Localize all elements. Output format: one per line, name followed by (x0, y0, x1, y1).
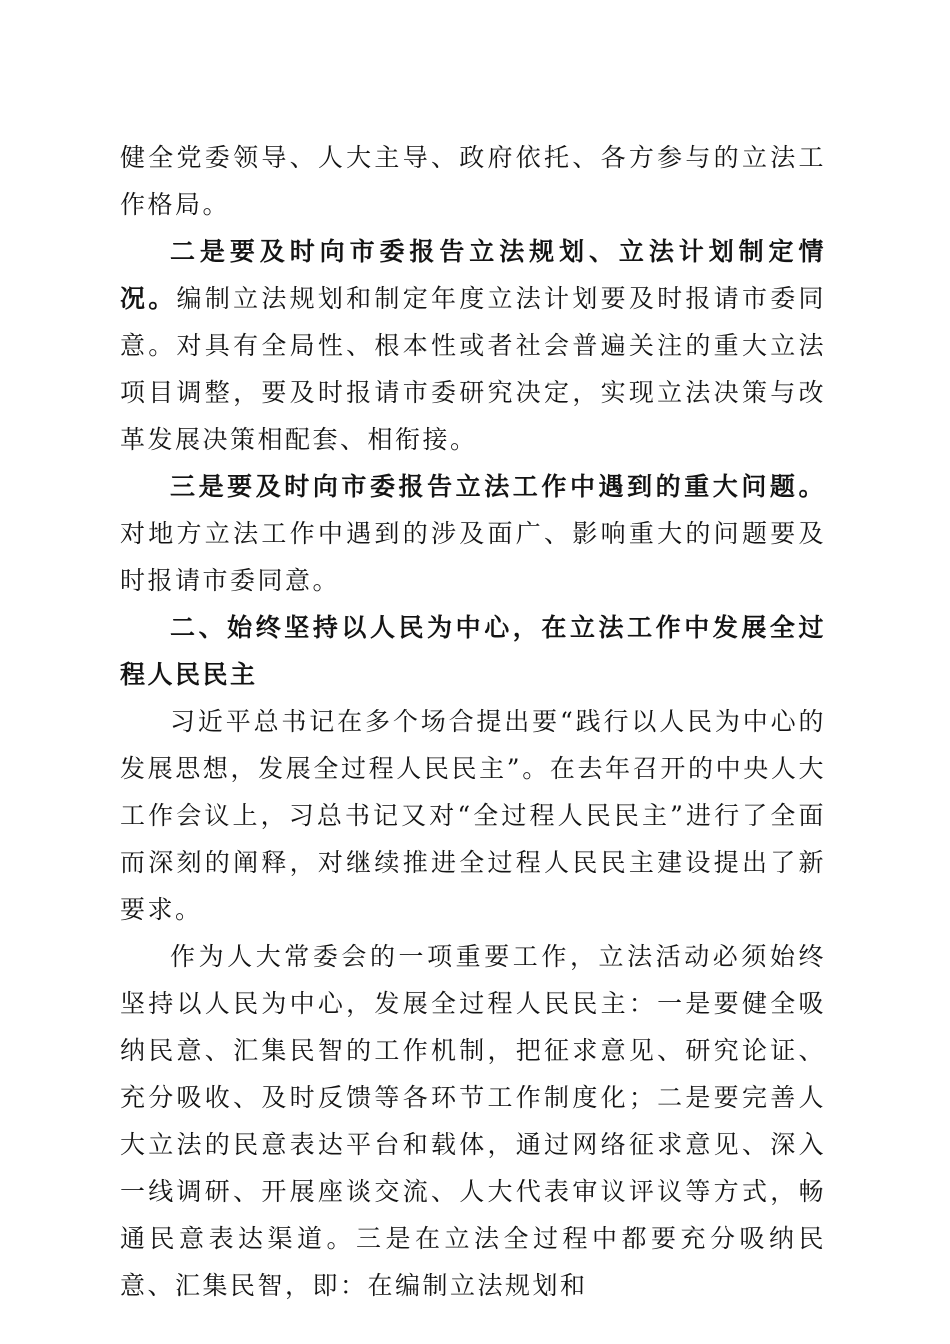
section-heading: 二、始终坚持以人民为中心，在立法工作中发展全过程人民民主 (120, 613, 826, 689)
paragraph-body: 编制立法规划和制定年度立法计划要及时报请市委同意。对具有全局性、根本性或者社会普遍关注的重大立法项目调整，要及时报请市委研究决定，实现立法决策与改革发展决策相配套、相衔接。 (120, 284, 826, 454)
paragraph: 作为人大常委会的一项重要工作，立法活动必须始终坚持以人民为中心，发展全过程人民民主：一是要健全吸纳民意、汇集民智的工作机制，把征求意见、研究论证、充分吸收、及时反馈等各环节工作制度化；二是要完善人大立法的民意表达平台和载体，通过网络征求意见、深入一线调研、开展座谈交流、人大代表审议评议等方式，畅通民意表达渠道。三是在立法全过程中都要充分吸纳民意、汇集民智，即：在编制立法规划和 (120, 942, 826, 1300)
paragraph-item-two (120, 228, 826, 463)
paragraph-body: 对地方立法工作中遇到的涉及面广、影响重大的问题要及时报请市委同意。 (120, 519, 826, 595)
document-body (120, 134, 826, 1309)
paragraph-lead: 二是要及时向市委报告立法规划、立法计划制定情况。 (120, 237, 826, 313)
paragraph-item-three (120, 463, 826, 604)
paragraph: 习近平总书记在多个场合提出要“践行以人民为中心的发展思想，发展全过程人民民主”。在去年召开的中央人大工作会议上，习总书记又对“全过程人民民主”进行了全面而深刻的阐释，对继续推进全过程人民民主建设提出了新要求。 (120, 707, 826, 924)
paragraph-lead: 三是要及时向市委报告立法工作中遇到的重大问题。 (170, 472, 826, 501)
paragraph-continued: 健全党委领导、人大主导、政府依托、各方参与的立法工作格局。 (120, 143, 826, 219)
